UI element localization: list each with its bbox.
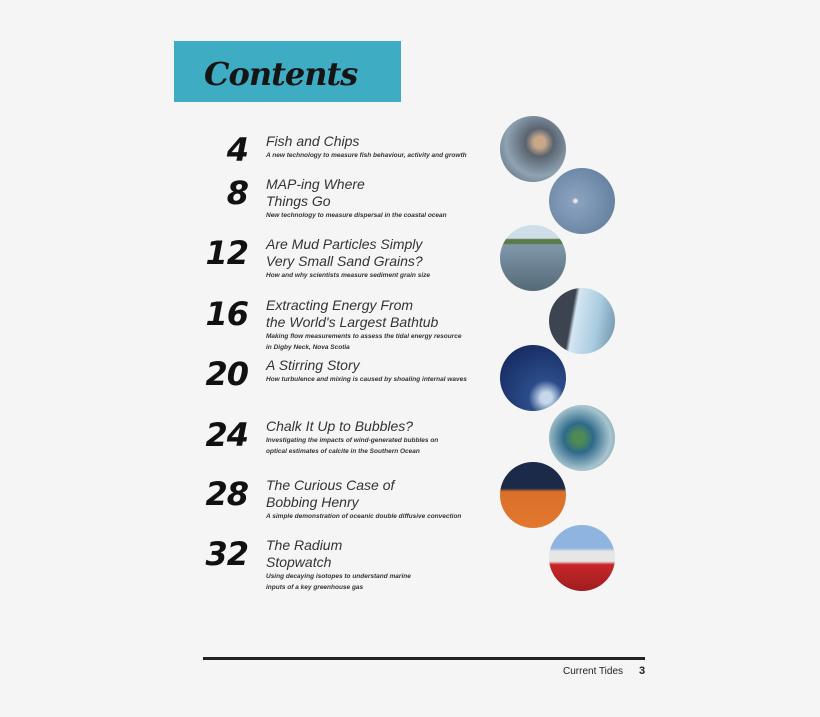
red-ship-photo (549, 525, 615, 591)
page-number: 24 (205, 416, 248, 454)
publication-name: Current Tides (563, 666, 624, 677)
layered-fluid-photo (500, 462, 566, 528)
footer-divider (203, 657, 645, 660)
page-number: 8 (226, 174, 248, 212)
entry-description: Investigating the impacts of wind-generated bubbles on optical estimates of calcite in the Southern Ocean (266, 437, 439, 455)
scientists-in-water-photo (500, 225, 566, 291)
entry-title: A Stirring Story (266, 357, 360, 373)
entry-description: How and why scientists measure sediment grain size (266, 272, 430, 279)
footer-page-number: 3 (639, 665, 646, 677)
entry-description: New technology to measure dispersal in the coastal ocean (266, 212, 447, 219)
entry-title: Are Mud Particles Simply Very Small Sand Grains? (266, 236, 423, 269)
ocean-waves-photo (500, 345, 566, 411)
entry-title: Chalk It Up to Bubbles? (266, 418, 414, 434)
entry-description: Using decaying isotopes to understand marine inputs of a key greenhouse gas (266, 573, 411, 591)
page-number: 32 (205, 535, 248, 573)
page-number: 4 (226, 131, 248, 169)
page-title: Contents (204, 55, 358, 93)
entry-title: The Curious Case of Bobbing Henry (266, 477, 395, 510)
page-number: 28 (205, 475, 248, 513)
page-number: 20 (205, 355, 248, 393)
floats-on-water-photo (549, 168, 615, 234)
entry-title: MAP-ing Where Things Go (266, 176, 365, 209)
contents-header (174, 41, 401, 102)
person-with-fish-photo (500, 116, 566, 182)
entry-title: Extracting Energy From the World's Largest Bathtub (266, 297, 439, 330)
satellite-ocean-photo (549, 405, 615, 471)
entry-description: A new technology to measure fish behaviour, activity and growth (266, 152, 467, 159)
entry-title: The Radium Stopwatch (266, 537, 343, 570)
boat-equipment-photo (549, 288, 615, 354)
entry-description: A simple demonstration of oceanic double diffusive convection (266, 513, 462, 520)
page-number: 12 (205, 234, 248, 272)
entry-description: Making flow measurements to assess the tidal energy resource in Digby Neck, Nova Scotia (266, 333, 462, 351)
entry-description: How turbulence and mixing is caused by shoaling internal waves (266, 376, 467, 383)
entry-title: Fish and Chips (266, 133, 360, 149)
page-number: 16 (205, 295, 248, 333)
